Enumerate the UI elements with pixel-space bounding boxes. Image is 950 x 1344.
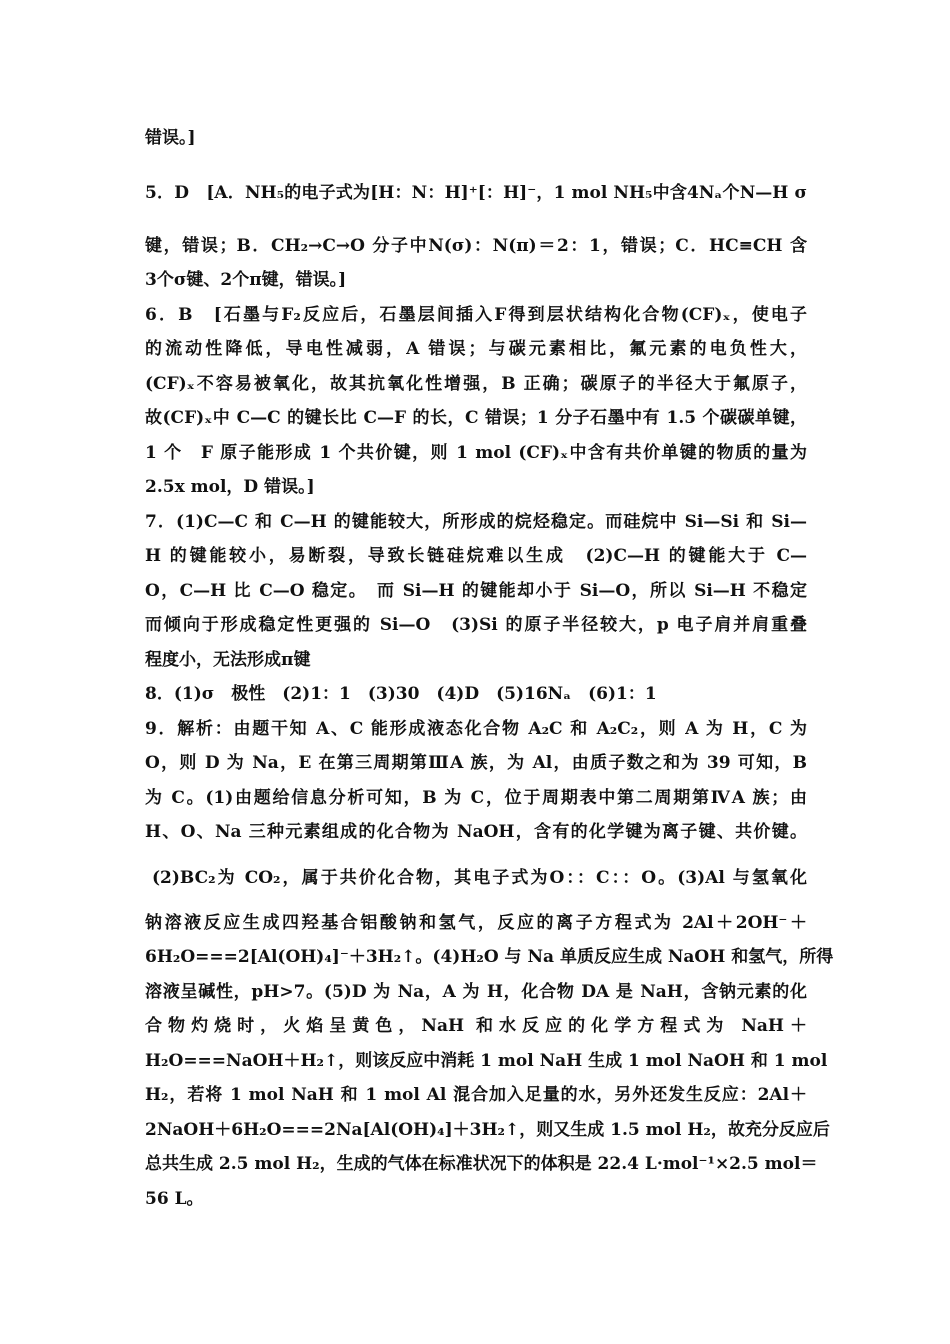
text-line: 错误。] (145, 128, 196, 148)
text-line: 8．(1)σ 极性 (2)1：1 (3)30 (4)D (5)16Nₐ (6)1：1 (145, 684, 657, 704)
text-line: (2)BC₂为 CO₂，属于共价化合物，其电子式为O：：C：：O。(3)Al 与氢氧化 (152, 868, 807, 888)
text-line: 程度小，无法形成π键 (145, 650, 311, 670)
text-line: 9．解析：由题干知 A、C 能形成液态化合物 A₂C 和 A₂C₂，则 A 为 H，C 为 (145, 719, 807, 739)
text-line: 键，错误；B．CH₂→C→O 分子中N(σ)：N(π)＝2：1，错误；C．HC≡CH 含 (145, 236, 807, 256)
text-line: 3个σ键、2个π键，错误。] (145, 270, 347, 290)
text-line: 5．D [A．NH₅的电子式为[H：N：H]⁺[：H]⁻，1 mol NH₅中含4Nₐ个N—H σ (145, 183, 807, 203)
text-line: H₂，若将 1 mol NaH 和 1 mol Al 混合加入足量的水，另外还发生反应：2Al＋ (145, 1085, 807, 1105)
text-line: 2NaOH＋6H₂O===2Na[Al(OH)₄]＋3H₂↑，则又生成 1.5 mol H₂，故充分反应后 (145, 1120, 830, 1140)
text-line: H、O、Na 三种元素组成的化合物为 NaOH，含有的化学键为离子键、共价键。 (145, 822, 807, 842)
text-line: 合物灼烧时，火焰呈黄色，NaH 和水反应的化学方程式为 NaH＋ (145, 1016, 807, 1036)
text-line: 为 C。(1)由题给信息分析可知，B 为 C，位于周期表中第二周期第ⅣA 族；由 (145, 788, 807, 808)
text-line: 6H₂O===2[Al(OH)₄]⁻＋3H₂↑。(4)H₂O 与 Na 单质反应生成 NaOH 和氢气，所得 (145, 947, 834, 967)
text-line: H 的键能较小，易断裂，导致长链硅烷难以生成 (2)C—H 的键能大于 C— (145, 546, 807, 566)
text-line: 6．B [石墨与F₂反应后，石墨层间插入F得到层状结构化合物(CF)ₓ，使电子 (145, 305, 807, 325)
text-line: 的流动性降低，导电性减弱，A 错误；与碳元素相比，氟元素的电负性大， (145, 339, 807, 359)
text-line: (CF)ₓ不容易被氧化，故其抗氧化性增强，B 正确；碳原子的半径大于氟原子， (145, 374, 807, 394)
text-line: 钠溶液反应生成四羟基合铝酸钠和氢气，反应的离子方程式为 2Al＋2OH⁻＋ (145, 913, 807, 933)
text-line: H₂O===NaOH＋H₂↑，则该反应中消耗 1 mol NaH 生成 1 mol NaOH 和 1 mol (145, 1051, 828, 1071)
text-line: 溶液呈碱性，pH>7。(5)D 为 Na，A 为 H，化合物 DA 是 NaH，含钠元素的化 (145, 982, 807, 1002)
text-line: 而倾向于形成稳定性更强的 Si—O (3)Si 的原子半径较大，p 电子肩并肩重叠 (145, 615, 807, 635)
text-line: 2.5x mol，D 错误。] (145, 477, 315, 497)
text-line: 故(CF)ₓ中 C—C 的键长比 C—F 的长，C 错误；1 分子石墨中有 1.5 个碳碳单键， (145, 408, 807, 428)
text-line: 56 L。 (145, 1189, 204, 1209)
text-line: 1 个 F 原子能形成 1 个共价键，则 1 mol (CF)ₓ中含有共价单键的物质的量为 (145, 443, 807, 463)
text-line: 总共生成 2.5 mol H₂，生成的气体在标准状况下的体积是 22.4 L·mol⁻¹×2.5 mol＝ (145, 1154, 818, 1174)
text-line: O，C—H 比 C—O 稳定。 而 Si—H 的键能却小于 Si—O，所以 Si—H 不稳定 (145, 581, 807, 601)
text-line: O，则 D 为 Na，E 在第三周期第ⅢA 族，为 Al，由质子数之和为 39 可知，B (145, 753, 807, 773)
text-line: 7．(1)C—C 和 C—H 的键能较大，所形成的烷烃稳定。而硅烷中 Si—Si 和 Si— (145, 512, 807, 532)
